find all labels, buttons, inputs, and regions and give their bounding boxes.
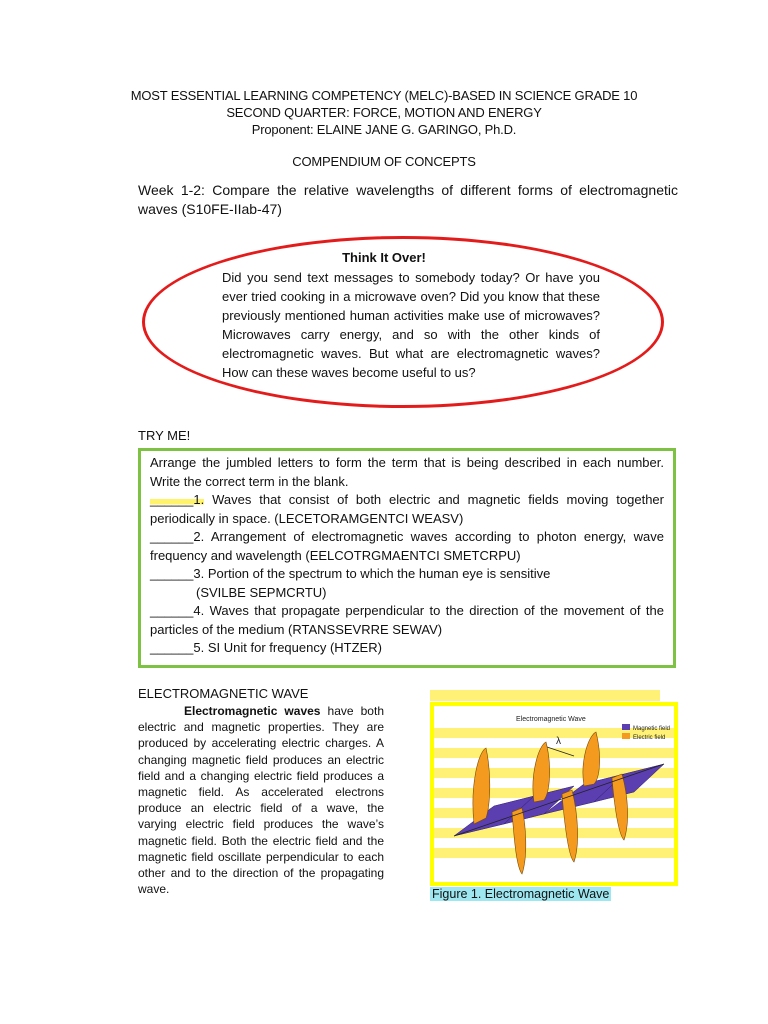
em-wave-diagram xyxy=(434,706,674,882)
em-wave-term: Electromagnetic waves xyxy=(184,704,321,718)
legend-electric-swatch xyxy=(622,733,630,739)
figure-caption: Figure 1. Electromagnetic Wave xyxy=(432,887,610,901)
em-wave-figure xyxy=(430,702,678,886)
week-objective: Week 1-2: Compare the relative wavelengths of different forms of electromagnetic waves (S10FE-IIab-47) xyxy=(138,182,678,217)
try-me-item-1: ______1. Waves that consist of both electric and magnetic fields moving together periodically in space. (LECETORAMGENTCI WEASV) xyxy=(150,492,664,526)
think-it-over-body: Did you send text messages to somebody today? Or have you ever tried cooking in a microwave oven? Did you know that these previously mentioned human activities make use of microwaves? Microwaves carry energy, and so with the other kinds of electromagnetic waves. But what are electromagnetic waves? How can these waves become useful to us? xyxy=(222,270,600,380)
try-me-heading: TRY ME! xyxy=(138,428,191,443)
try-me-item-4: ______4. Waves that propagate perpendicular to the direction of the movement of the particles of the medium (RTANSSEVRRE SEWAV) xyxy=(150,603,664,637)
section-title: COMPENDIUM OF CONCEPTS xyxy=(292,154,476,169)
legend-magnetic-label: Magnetic field xyxy=(633,726,671,732)
try-me-content xyxy=(150,454,664,658)
think-it-over-title: Think It Over! xyxy=(342,250,426,265)
legend-magnetic-swatch xyxy=(622,724,630,730)
legend-electric-label: Electric field xyxy=(633,735,666,741)
header-line-2: SECOND QUARTER: FORCE, MOTION AND ENERGY xyxy=(226,105,542,120)
header-line-1: MOST ESSENTIAL LEARNING COMPETENCY (MELC)-BASED IN SCIENCE GRADE 10 xyxy=(130,88,638,103)
em-wave-paragraph: Electromagnetic waves have both electric and magnetic properties. They are produced by accelerating electric charges. A changing magnetic field produces an electric field and a changing electric field produces a magnetic field. As accelerated electrons produce an electric field of a wave, the varying electric field produces the wave’s magnetic field. Both the electric field and the magnetic field oscillate perpendicular to each other and to the direction of the propagating wave. xyxy=(138,704,384,897)
header-line-3: Proponent: ELAINE JANE G. GARINGO, Ph.D. xyxy=(251,122,517,137)
lambda-label: λ xyxy=(556,736,561,747)
try-me-item-5: ______5. SI Unit for frequency (HTZER) xyxy=(150,640,382,655)
em-wave-heading: ELECTROMAGNETIC WAVE xyxy=(138,686,309,701)
try-me-instructions: Arrange the jumbled letters to form the term that is being described in each number. Write the correct term in the blank. xyxy=(150,455,664,489)
try-me-item-3-letters: (SVILBE SEPMCRTU) xyxy=(196,584,327,600)
try-me-item-2: ______2. Arrangement of electromagnetic waves according to photon energy, wave frequency and wavelength (EELCOTRGMAENTCI SMETCRPU) xyxy=(150,529,664,563)
try-me-item-3: ______3. Portion of the spectrum to which the human eye is sensitive xyxy=(150,566,551,581)
figure-title: Electromagnetic Wave xyxy=(516,716,586,723)
